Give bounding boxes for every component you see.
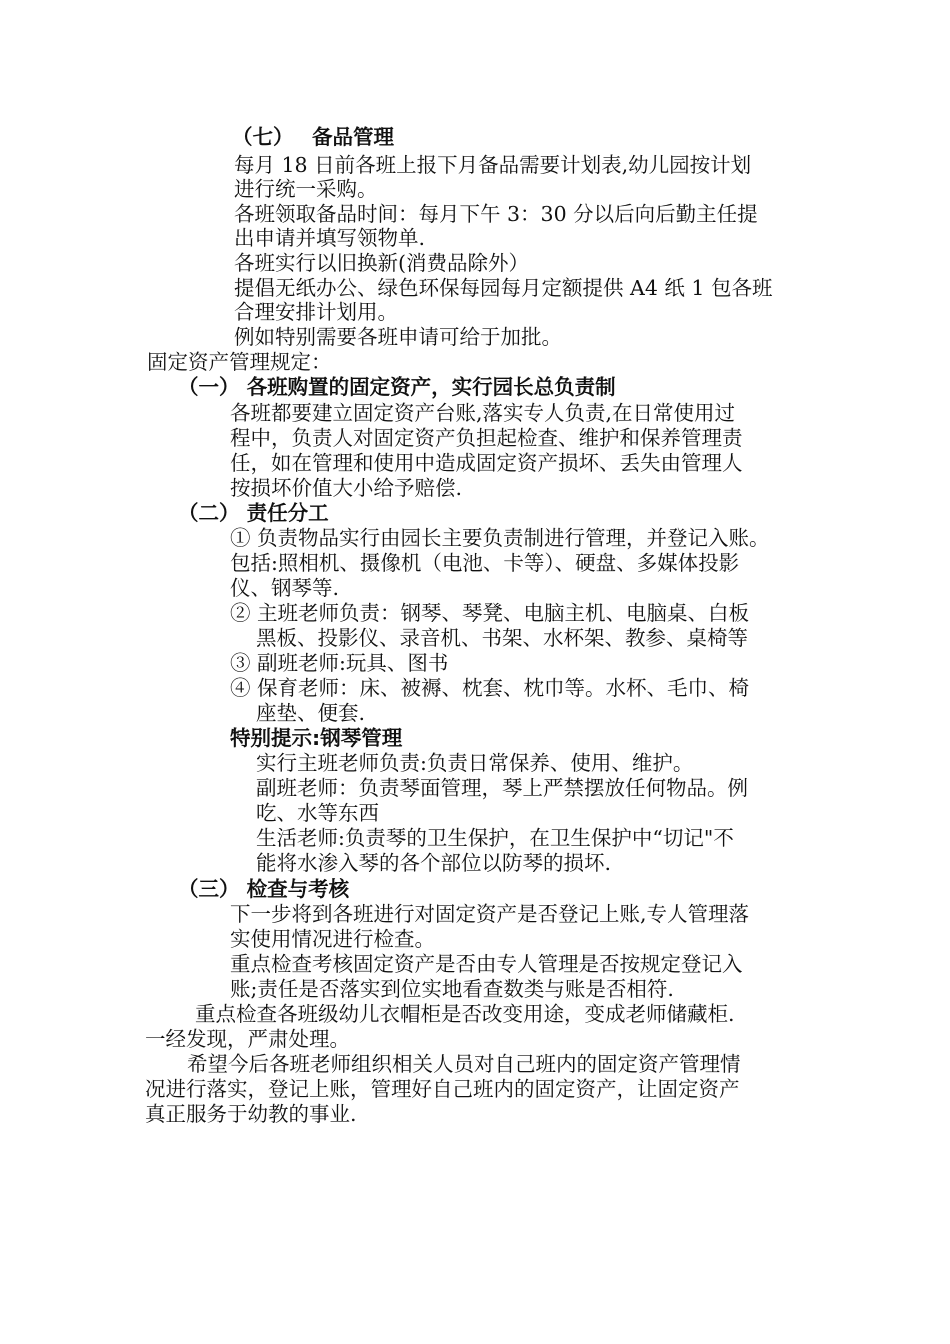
part2-line: 包括:照相机、摄像机（电池、卡等）、硬盘、多媒体投影: [230, 551, 740, 575]
part2-line: 黑板、投影仪、录音机、书架、水杯架、教参、桌椅等: [256, 626, 748, 650]
part3-line: 实使用情况进行检查。: [230, 927, 435, 951]
section7-line: 提倡无纸办公、绿色环保每园每月定额提供 A4 纸 1 包各班: [234, 276, 773, 300]
part1-heading: （一） 各班购置的固定资产，实行园长总负责制: [178, 375, 616, 399]
section7-heading-title: 备品管理: [312, 125, 394, 149]
section7-line: 出申请并填写领物单.: [234, 226, 426, 250]
closing-line: 希望今后各班老师组织相关人员对自己班内的固定资产管理情: [187, 1052, 741, 1076]
part3-line: 账;责任是否落实到位实地看查数类与账是否相符.: [230, 977, 674, 1001]
part1-line: 各班都要建立固定资产台账,落实专人负责,在日常使用过: [230, 401, 736, 425]
part1-line: 任，如在管理和使用中造成固定资产损坏、丢失由管理人: [230, 451, 743, 475]
part3-line: 下一步将到各班进行对固定资产是否登记上账,专人管理落: [230, 902, 750, 926]
section7-line: 各班实行以旧换新(消费品除外）: [234, 251, 529, 275]
part1-line: 按损坏价值大小给予赔偿.: [230, 476, 463, 500]
closing-line: 重点检查各班级幼儿衣帽柜是否改变用途，变成老师储藏柜.: [195, 1002, 735, 1026]
section7-line: 进行统一采购。: [234, 177, 378, 201]
part1-line: 程中，负责人对固定资产负担起检查、维护和保养管理责: [230, 426, 743, 450]
piano-tip-heading: 特别提示:钢琴管理: [230, 726, 403, 750]
part2-heading: （二） 责任分工: [178, 501, 329, 525]
fixed-assets-title: 固定资产管理规定：: [147, 350, 332, 374]
section7-line: 合理安排计划用。: [234, 300, 398, 324]
part2-line: ② 主班老师负责：钢琴、琴凳、电脑主机、电脑桌、白板: [230, 601, 750, 625]
section7-heading-number: （七）: [232, 125, 294, 149]
piano-tip-line: 吃、水等东西: [256, 801, 379, 825]
piano-tip-line: 副班老师：负责琴面管理，琴上严禁摆放任何物品。例: [256, 776, 748, 800]
part2-line: ④ 保育老师：床、被褥、枕套、枕巾等。水杯、毛巾、椅: [230, 676, 750, 700]
section7-line: 例如特别需要各班申请可给于加批。: [234, 325, 562, 349]
part2-line: 仪、钢琴等.: [230, 576, 340, 600]
part2-line: ③ 副班老师:玩具、图书: [230, 651, 449, 675]
closing-line: 况进行落实，登记上账，管理好自己班内的固定资产，让固定资产: [145, 1077, 740, 1101]
piano-tip-line: 生活老师:负责琴的卫生保护，在卫生保护中“切记"不: [256, 826, 734, 850]
part3-line: 重点检查考核固定资产是否由专人管理是否按规定登记入: [230, 952, 743, 976]
section7-line: 每月 18 日前各班上报下月备品需要计划表,幼儿园按计划: [234, 153, 752, 177]
part2-line: 座垫、便套.: [256, 701, 366, 725]
part3-heading: （三） 检查与考核: [178, 877, 350, 901]
closing-line: 一经发现，严肃处理。: [145, 1027, 350, 1051]
piano-tip-line: 能将水渗入琴的各个部位以防琴的损坏.: [256, 851, 612, 875]
closing-line: 真正服务于幼教的事业.: [145, 1102, 357, 1126]
piano-tip-line: 实行主班老师负责:负责日常保养、使用、维护。: [256, 751, 694, 775]
section7-line: 各班领取备品时间：每月下午 3：30 分以后向后勤主任提: [234, 202, 758, 226]
part2-line: ① 负责物品实行由园长主要负责制进行管理，并登记入账。: [230, 526, 770, 550]
